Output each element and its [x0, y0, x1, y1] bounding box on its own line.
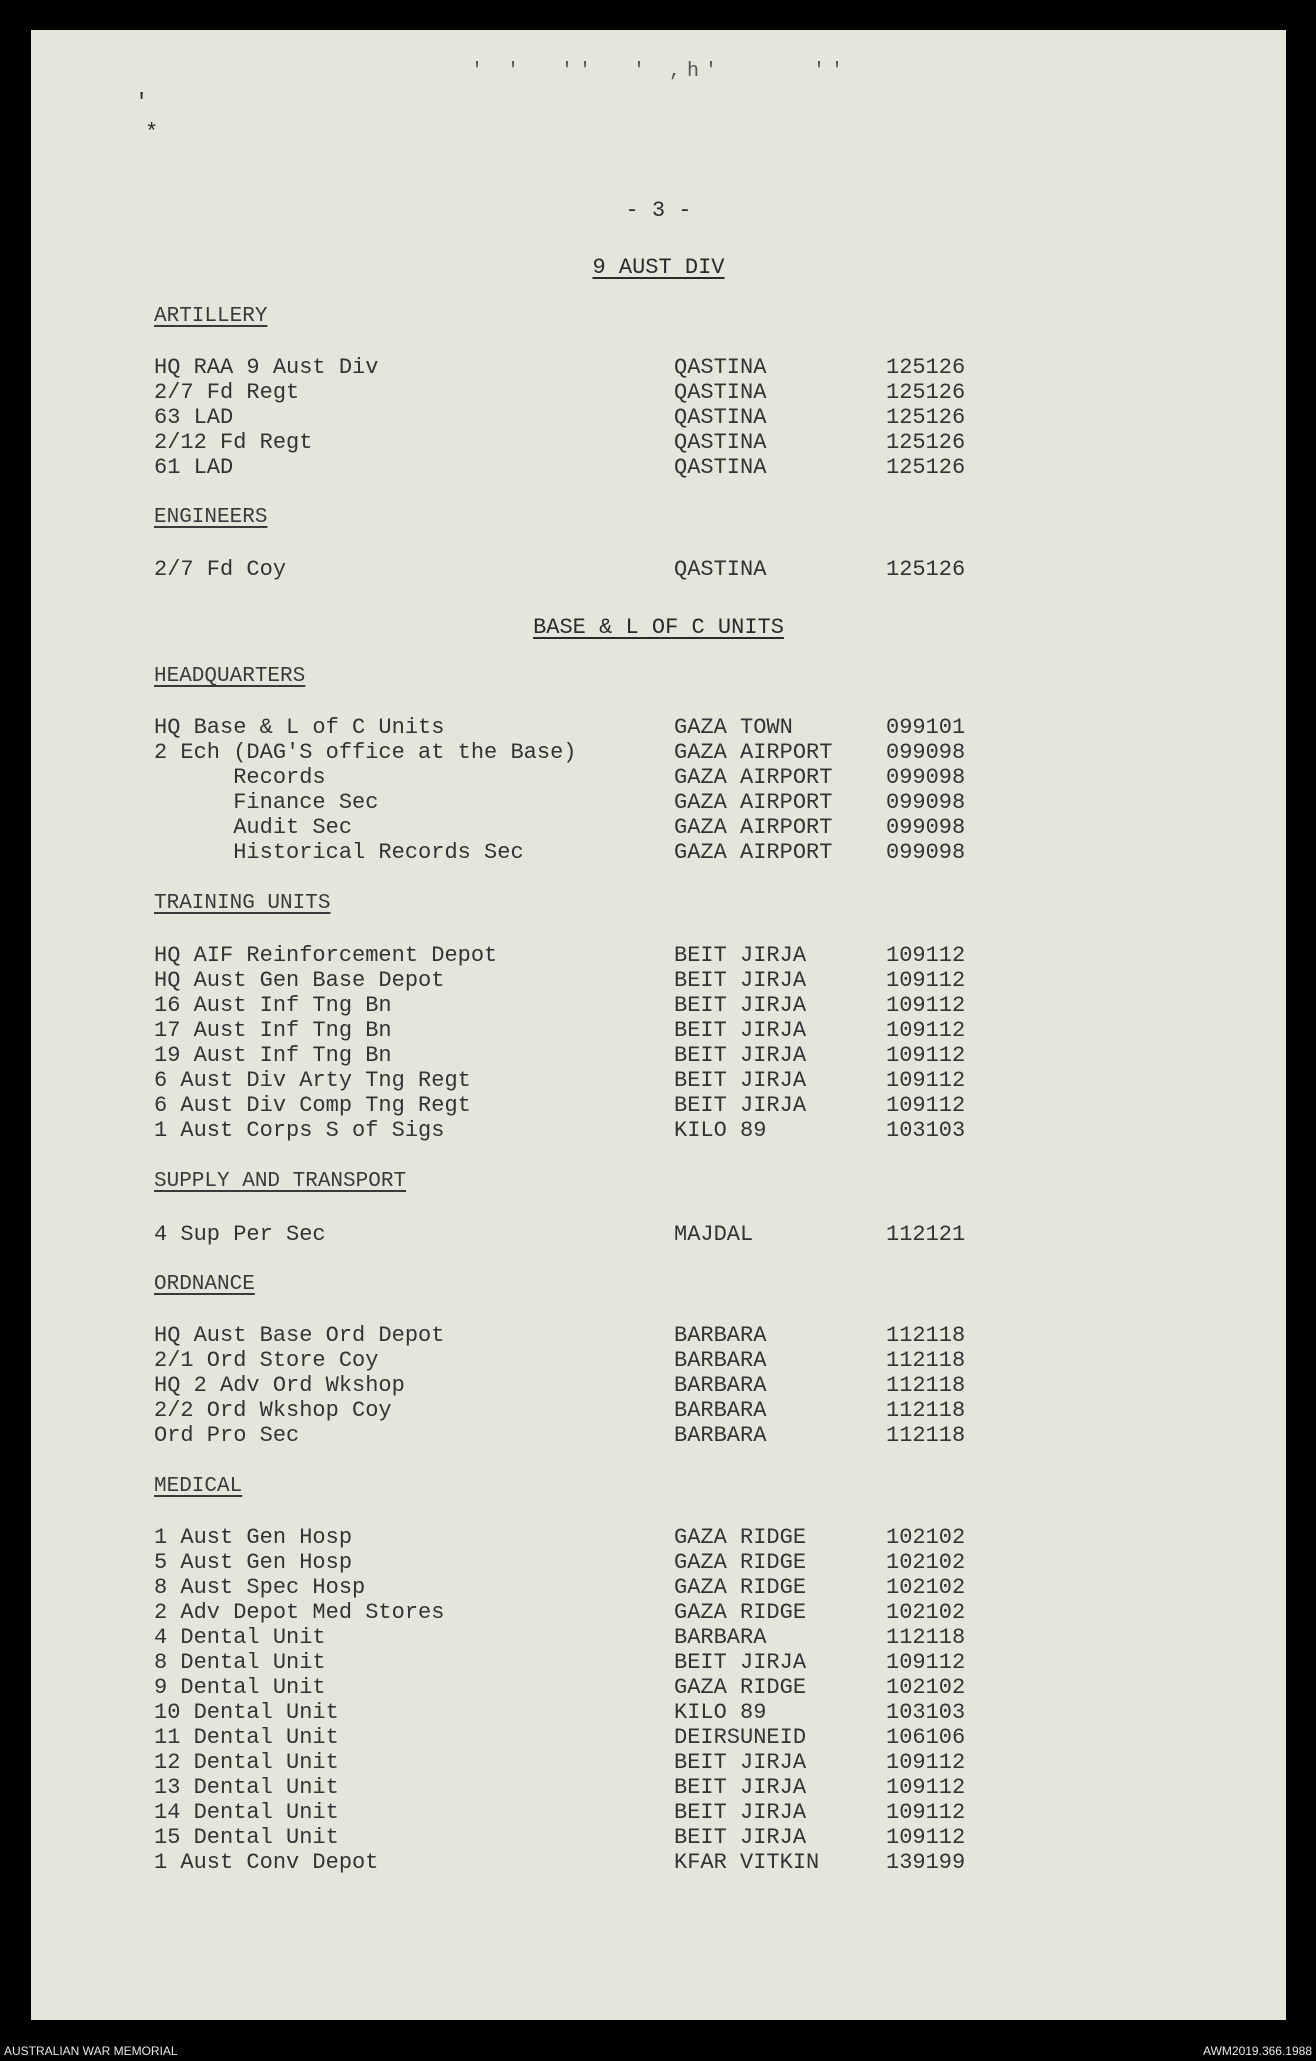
table-row: 2/7 Fd Coy QASTINA 125126	[154, 557, 966, 582]
table-row: 13 Dental Unit BEIT JIRJA 109112	[154, 1775, 966, 1800]
page-number: - 3 -	[625, 198, 692, 223]
heading-medical: MEDICAL	[154, 1475, 243, 1498]
table-row: 19 Aust Inf Tng Bn BEIT JIRJA 109112	[154, 1043, 966, 1068]
heading-headquarters: HEADQUARTERS	[154, 665, 306, 688]
table-row: 9 Dental Unit GAZA RIDGE 102102	[154, 1675, 966, 1700]
table-row: 8 Dental Unit BEIT JIRJA 109112	[154, 1650, 966, 1675]
table-row: 1 Aust Conv Depot KFAR VITKIN 139199	[154, 1850, 966, 1875]
table-row: 2/1 Ord Store Coy BARBARA 112118	[154, 1348, 966, 1373]
table-row: 10 Dental Unit KILO 89 103103	[154, 1700, 966, 1725]
table-row: HQ Aust Base Ord Depot BARBARA 112118	[154, 1323, 966, 1348]
table-row: 63 LAD QASTINA 125126	[154, 405, 966, 430]
faint-top-marks: ' ' '' ' ,h' ''	[471, 60, 850, 83]
table-row: 2 Adv Depot Med Stores GAZA RIDGE 102102	[154, 1600, 966, 1625]
table-row: Ord Pro Sec BARBARA 112118	[154, 1423, 966, 1448]
section-title-base-l-of-c: BASE & L OF C UNITS	[533, 615, 784, 640]
table-row: 14 Dental Unit BEIT JIRJA 109112	[154, 1800, 966, 1825]
heading-ordnance: ORDNANCE	[154, 1273, 255, 1296]
table-row: 12 Dental Unit BEIT JIRJA 109112	[154, 1750, 966, 1775]
document-page	[31, 30, 1286, 2020]
heading-supply-and-transport: SUPPLY AND TRANSPORT	[154, 1170, 407, 1193]
table-row: Records GAZA AIRPORT 099098	[154, 765, 966, 790]
table-row: Finance Sec GAZA AIRPORT 099098	[154, 790, 966, 815]
table-row: 4 Dental Unit BARBARA 112118	[154, 1625, 966, 1650]
table-row: HQ AIF Reinforcement Depot BEIT JIRJA 109112	[154, 943, 966, 968]
table-row: 16 Aust Inf Tng Bn BEIT JIRJA 109112	[154, 993, 966, 1018]
table-row: 2/12 Fd Regt QASTINA 125126	[154, 430, 966, 455]
table-row: 15 Dental Unit BEIT JIRJA 109112	[154, 1825, 966, 1850]
table-row: HQ Aust Gen Base Depot BEIT JIRJA 109112	[154, 968, 966, 993]
table-row: 2/7 Fd Regt QASTINA 125126	[154, 380, 966, 405]
table-row: 2/2 Ord Wkshop Coy BARBARA 112118	[154, 1398, 966, 1423]
heading-engineers: ENGINEERS	[154, 506, 268, 529]
table-row: 6 Aust Div Arty Tng Regt BEIT JIRJA 109112	[154, 1068, 966, 1093]
table-row: 4 Sup Per Sec MAJDAL 112121	[154, 1222, 966, 1247]
table-row: 61 LAD QASTINA 125126	[154, 455, 966, 480]
table-row: HQ Base & L of C Units GAZA TOWN 099101	[154, 715, 966, 740]
table-row: 6 Aust Div Comp Tng Regt BEIT JIRJA 109112	[154, 1093, 966, 1118]
table-row: HQ RAA 9 Aust Div QASTINA 125126	[154, 355, 966, 380]
table-row: 5 Aust Gen Hosp GAZA RIDGE 102102	[154, 1550, 966, 1575]
table-row: 1 Aust Corps S of Sigs KILO 89 103103	[154, 1118, 966, 1143]
heading-training-units: TRAINING UNITS	[154, 892, 331, 915]
archive-credit: AUSTRALIAN WAR MEMORIAL	[4, 2044, 178, 2058]
paper-mark: *	[145, 120, 159, 145]
table-row: Historical Records Sec GAZA AIRPORT 099098	[154, 840, 966, 865]
table-row: 2 Ech (DAG'S office at the Base) GAZA AIRPORT 099098	[154, 740, 966, 765]
paper-mark: '	[135, 90, 149, 115]
table-row: 8 Aust Spec Hosp GAZA RIDGE 102102	[154, 1575, 966, 1600]
table-row: 1 Aust Gen Hosp GAZA RIDGE 102102	[154, 1525, 966, 1550]
table-row: 11 Dental Unit DEIRSUNEID 106106	[154, 1725, 966, 1750]
table-row: Audit Sec GAZA AIRPORT 099098	[154, 815, 966, 840]
heading-artillery: ARTILLERY	[154, 305, 268, 328]
table-row: HQ 2 Adv Ord Wkshop BARBARA 112118	[154, 1373, 966, 1398]
table-row: 17 Aust Inf Tng Bn BEIT JIRJA 109112	[154, 1018, 966, 1043]
section-title-9-aust-div: 9 AUST DIV	[592, 255, 725, 280]
archive-reference: AWM2019.366.1988	[1203, 2044, 1312, 2058]
